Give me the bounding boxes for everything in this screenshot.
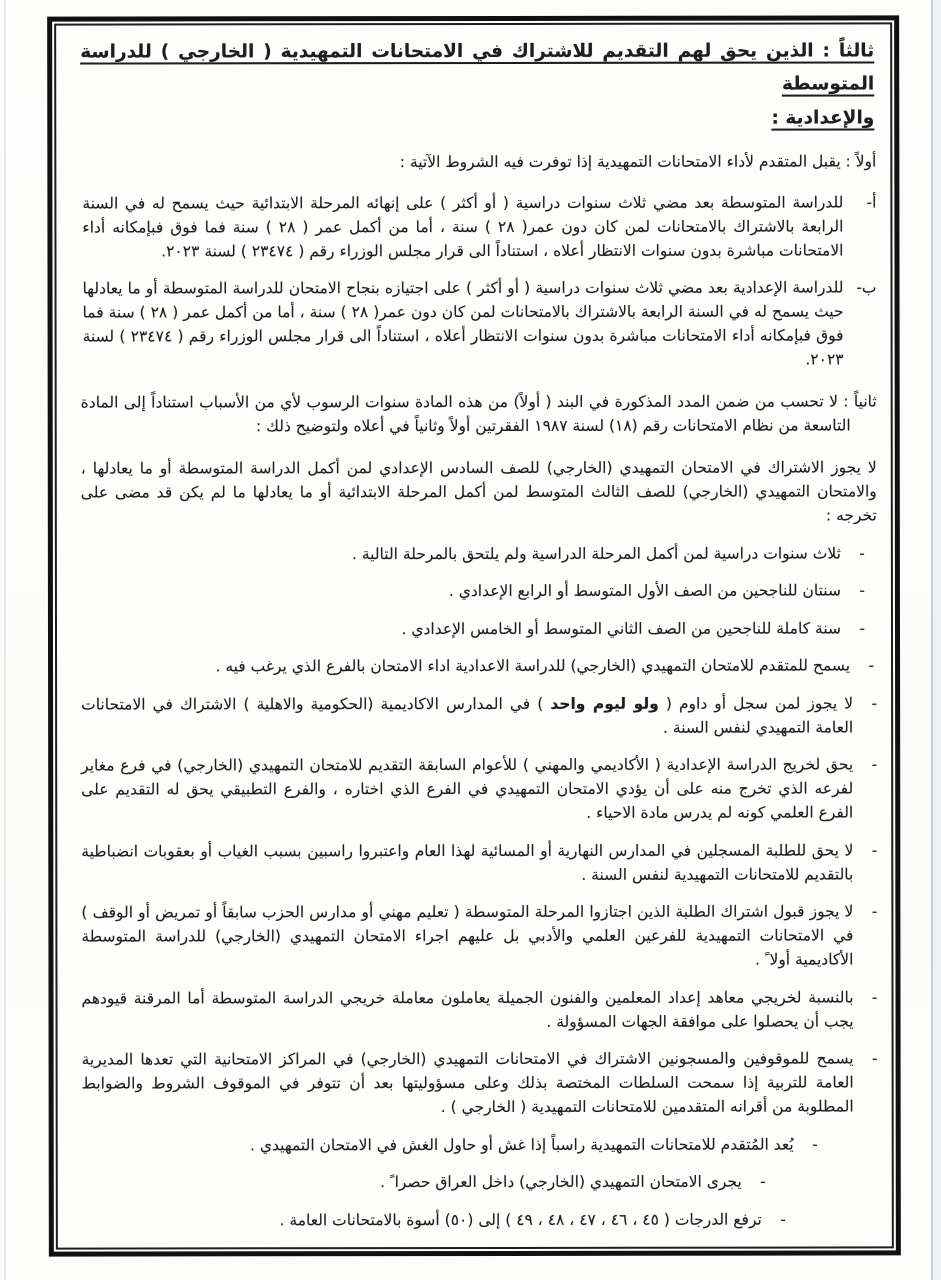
dash-bullet: - [871, 841, 878, 860]
list-item [81, 753, 877, 826]
scan-edge-left [4, 0, 6, 1280]
list-item [82, 1047, 878, 1120]
dash-bullet: - [871, 1049, 878, 1068]
list-item-text: يسمح للموقوفين والمسجونين الاشتراك في الامتحانات التمهيدي (الخارجي) في المراكز الامتحانية التي تعدها المديرية العامة للتربية إذا سمحت السلطات المختصة بذلك وعلى مسؤوليتها بعد أن تتوفر في الموقوف الشروط والضوابط المطلوبة من أقرانه المتقدمين للامتحانات التمهيدية ( الخارجي ) . [81, 1049, 854, 1117]
dash-bullet: - [871, 755, 878, 774]
dash-bullet: - [859, 581, 865, 600]
list-item-text [81, 691, 853, 740]
dash-bullet: - [868, 656, 875, 675]
lettered-item-b [82, 275, 876, 372]
list-item [81, 691, 877, 740]
dash-bullet: - [871, 694, 878, 713]
document-frame [47, 15, 901, 1256]
list-item [81, 985, 877, 1034]
list-item [82, 1207, 786, 1232]
list-item-text-bold: ولو ليوم واحد [550, 694, 659, 713]
section-title-line2: والإعدادية : [771, 107, 875, 129]
item-text-b: للدراسة الإعدادية بعد مضي ثلاث سنوات دراسية ( أو أكثر ) على اجتيازه بنجاح الامتحان للدراسة المتوسطة أو ما يعادلها حيث يسمح له في السنة الرابعة بالاشتراك بالامتحانات لمن كان دون عمر( ٢٨ ) سنة ، أما من أكمل عمر ( ٢٨ ) سنة فما فوق فبإمكانه أداء الامتحانات مباشرة بدون سنوات الانتظار أعلاه ، استناداً الى قرار مجلس الوزراء رقم ( ٢٣٤٧٤ ) لسنة ٢٠٢٣. [82, 278, 844, 369]
dash-bullet: - [859, 619, 866, 638]
list-item-text: يجرى الامتحان التمهيدي (الخارجي) داخل العراق حصرا ً . [380, 1173, 742, 1192]
list-item-text-pre: لا يجوز لمن سجل أو داوم ( [658, 694, 854, 713]
list-item-text: سنتان للناجحين من الصف الأول المتوسط أو الرابع الإعدادي . [448, 581, 841, 601]
dash-bullet: - [760, 1172, 766, 1192]
dash-list [81, 541, 878, 1232]
list-item [81, 541, 865, 566]
list-item-text: بالنسبة لخريجي معاهد إعداد المعلمين والفنون الجميلة يعاملون معاملة خريجي الدراسة المتوسطة أما المرقنة قيودهم يجب أن يحصلوا على موافقة الجهات المسؤولة . [81, 988, 854, 1031]
list-item [81, 616, 865, 641]
list-item-text: ثلاث سنوات دراسية لمن أكمل المرحلة الدراسية ولم يلتحق بالمرحلة التالية . [351, 544, 841, 563]
list-item-text: يسمح للمتقدم للامتحان التمهيدي (الخارجي) للدراسة الاعدادية اداء الامتحان بالفرع الذي يرغب فيه . [215, 656, 851, 676]
item-marker-a: أ- [866, 193, 877, 212]
dash-bullet: - [859, 544, 865, 563]
section-title [80, 34, 874, 135]
list-item [81, 579, 865, 604]
list-item-text: سنة كاملة للناجحين من الصف الثاني المتوسط أو الخامس الإعدادي . [401, 619, 842, 638]
list-item-text: يحق لخريج الدراسة الإعدادية ( الأكاديمي والمهني ) للأعوام السابقة التقديم للامتحان التمهيدي (الخارجي) في فرع مغاير لفرعه الذي تخرج منه على أن يؤدي الامتحان التمهيدي في الفرع الذي اختاره ، والفرع التطبيقي يحق له التقديم على الفرع العلمي كونه لم يدرس مادة الاحياء . [81, 755, 854, 823]
list-item-text-post: ) في المدارس الاكاديمية (الحكومية والاهلية ) الاشتراك في الامتحانات العامة التمهيدي لنفس السنة . [81, 694, 854, 737]
dash-bullet: - [780, 1210, 786, 1229]
document-body [54, 22, 894, 1249]
list-item-text: لا يحق للطلبة المسجلين في المدارس النهارية أو المسائية لهذا العام واعتبروا راسبين بسبب الغياب أو بعقوبات انضباطية بالتقديم للامتحانات التمهيدية لنفس السنة . [81, 841, 854, 884]
dash-bullet: - [812, 1135, 818, 1154]
clause-first: أولاً : يقبل المتقدم لأداء الامتحانات التمهيدية إذا توفرت فيه الشروط الآتية : [399, 152, 877, 171]
dash-bullet: - [871, 902, 878, 921]
clause-second: ثانياً : لا تحسب من ضمن المدد المذكورة في البند ( أولاً) من هذه المادة سنوات الرسوب لأي من الأسباب استناداً إلى المادة التاسعة من نظام الامتحانات رقم (١٨) لسنة ١٩٨٧ الفقرتين أولاً وثانياً في أعلاه ولتوضيح ذلك : [80, 392, 877, 436]
list-item [81, 838, 877, 887]
item-text-a: للدراسة المتوسطة بعد مضي ثلاث سنوات دراسية ( أو أكثر ) على إنهائه المرحلة الابتدائية حيث يسمح له في السنة الرابعة بالاشتراك بالامتحانات لمن كان دون عمر( ٢٨ ) سنة ، أما من أكمل عمر ( ٢٨ ) سنة فما فوق فبإمكانه أداء الامتحانات مباشرة بدون سنوات الانتظار أعلاه ، استناداً الى قرار مجلس الوزراء رقم ( ٢٣٤٧٤ ) لسنة ٢٠٢٣. [82, 193, 844, 261]
list-item [81, 654, 874, 679]
item-marker-b: ب- [856, 278, 877, 297]
list-item [81, 900, 877, 973]
list-item-text: يُعد المُتقدم للامتحانات التمهيدية راسباً إذا غش أو حاول الغش في الامتحان التمهيدي . [249, 1135, 794, 1155]
intro-paragraph: لا يجوز الاشتراك في الامتحان التمهيدي (الخارجي) للصف السادس الإعدادي لمن أكمل الدراسة المتوسطة أو ما يعادلها ، والامتحان التمهيدي (الخارجي) للصف الثالث المتوسط لمن أكمل المرحلة الابتدائية أو ما يعادلها ما لم يكن قد مضى على تخرجه : [80, 458, 877, 525]
list-item [82, 1132, 818, 1157]
list-item-text: ترفع الدرجات ( ٤٥ ، ٤٦ ، ٤٧ ، ٤٨ ، ٤٩ ) إلى (٥٠) أسوة بالامتحانات العامة . [279, 1210, 762, 1230]
list-item-text: لا يجوز قبول اشتراك الطلبة الذين اجتازوا المرحلة المتوسطة ( تعليم مهني أو مدارس الحزب سابقاً أو تمريض أو الوقف ) في الامتحانات التمهيدية للفرعين العلمي والأدبي بل عليهم اجراء الامتحان التمهيدي (الخارجي) للدراسة المتوسطة الأكاديمية أولا ً . [81, 902, 854, 969]
section-title-line1: ثالثاً : الذين يحق لهم التقديم للاشتراك في الامتحانات التمهيدية ( الخارجي ) للدراسة المتوسطة [80, 40, 875, 95]
scan-edge-right [931, 0, 941, 1280]
dash-bullet: - [871, 988, 878, 1007]
list-item [82, 1170, 766, 1195]
lettered-item-a [82, 190, 876, 263]
